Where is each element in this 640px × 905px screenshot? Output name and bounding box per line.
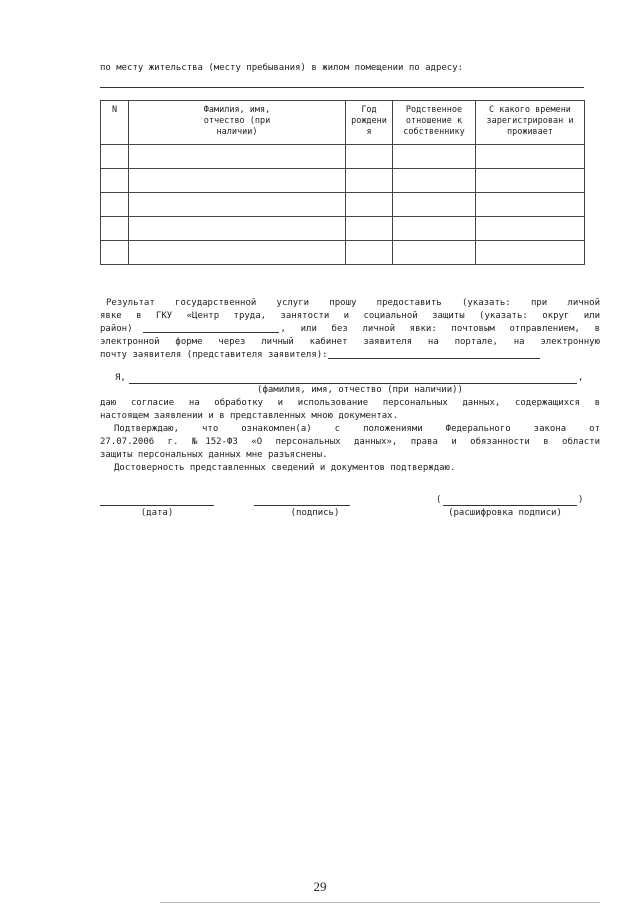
table-cell[interactable] [101, 145, 129, 169]
table-cell[interactable] [393, 241, 476, 265]
table-cell[interactable] [129, 217, 346, 241]
table-cell[interactable] [101, 217, 129, 241]
header-birth-year-label: Год рождени я [351, 105, 387, 137]
header-relation-label: Родственное отношение к собственнику [403, 105, 465, 137]
consent-comma: , [578, 373, 584, 383]
fio-caption: (фамилия, имя, отчество (при наличии)) [257, 385, 463, 395]
header-fio-label: Фамилия, имя, отчество (при наличии) [203, 105, 271, 137]
table-cell[interactable] [476, 145, 585, 169]
header-since [476, 101, 585, 145]
consent-paragraph [100, 397, 600, 475]
result-line-4: электронной форме через личный кабинет заявителя на портале, на электронную [100, 337, 600, 347]
table-row [101, 145, 585, 169]
result-line-3-start: район) [100, 324, 133, 334]
district-fill-line[interactable] [143, 332, 279, 333]
signature-fill-line[interactable] [254, 505, 350, 506]
table-cell[interactable] [346, 217, 393, 241]
result-line-5-text: почту заявителя (представителя заявителя): [100, 350, 328, 360]
header-birth-year [346, 101, 393, 145]
signature-caption: (подпись) [290, 508, 340, 518]
table-cell[interactable] [346, 145, 393, 169]
table-cell[interactable] [346, 241, 393, 265]
consent-ya: Я, [115, 373, 126, 383]
table-cell[interactable] [476, 241, 585, 265]
confirm-line-1: Подтверждаю, что ознакомлен(а) с положениями Федерального закона от [114, 424, 600, 434]
header-relation [393, 101, 476, 145]
result-line-2: явке в ГКУ «Центр труда, занятости и социальной защиты (указать: округ или [100, 311, 600, 321]
address-fill-line[interactable] [100, 87, 584, 88]
email-fill-line[interactable] [328, 358, 540, 359]
decode-fill-line[interactable] [443, 505, 577, 506]
page-number: 29 [313, 879, 327, 894]
residents-table [100, 100, 585, 265]
reliability-line: Достоверность представленных сведений и документов подтверждаю. [114, 463, 456, 473]
table-cell[interactable] [393, 145, 476, 169]
result-paragraph [100, 297, 600, 362]
table-cell[interactable] [101, 193, 129, 217]
decode-open-paren: ( [436, 495, 442, 505]
bottom-divider [160, 902, 600, 903]
address-intro-text: по месту жительства (месту пребывания) в жилом помещении по адресу: [100, 63, 464, 73]
table-cell[interactable] [101, 241, 129, 265]
table-row [101, 193, 585, 217]
consent-line-1: даю согласие на обработку и использование персональных данных, содержащихся в [100, 398, 600, 408]
table-cell[interactable] [393, 169, 476, 193]
table-cell[interactable] [476, 193, 585, 217]
table-row [101, 241, 585, 265]
table-cell[interactable] [101, 169, 129, 193]
table-cell[interactable] [476, 169, 585, 193]
consent-line-2: настоящем заявлении и в представленных мною документах. [100, 411, 399, 421]
decode-close-paren: ) [578, 495, 584, 505]
table-cell[interactable] [129, 193, 346, 217]
table-cell[interactable] [129, 145, 346, 169]
table-header-row [101, 101, 585, 145]
header-number: N [101, 101, 129, 145]
date-fill-line[interactable] [100, 505, 214, 506]
table-cell[interactable] [129, 241, 346, 265]
result-line-3-end: , или без личной явки: почтовым отправлением, в [280, 324, 600, 334]
header-since-label: С какого времени зарегистрирован и проживает [486, 105, 574, 137]
table-row [101, 169, 585, 193]
table-cell[interactable] [346, 193, 393, 217]
header-fio [129, 101, 346, 145]
confirm-line-2: 27.07.2006 г. №152-ФЗ «О персональных данных», права и обязанности в области [100, 437, 600, 447]
table-cell[interactable] [476, 217, 585, 241]
table-cell[interactable] [346, 169, 393, 193]
result-line-5 [100, 349, 600, 362]
decode-caption: (расшифровка подписи) [448, 508, 562, 518]
result-line-1: Результат государственной услуги прошу предоставить (указать: при личной [106, 298, 600, 308]
table-cell[interactable] [393, 193, 476, 217]
confirm-line-3: защиты персональных данных мне разъяснены. [100, 450, 328, 460]
table-cell[interactable] [129, 169, 346, 193]
date-caption: (дата) [140, 508, 174, 518]
table-cell[interactable] [393, 217, 476, 241]
table-row [101, 217, 585, 241]
result-line-3 [100, 323, 600, 336]
